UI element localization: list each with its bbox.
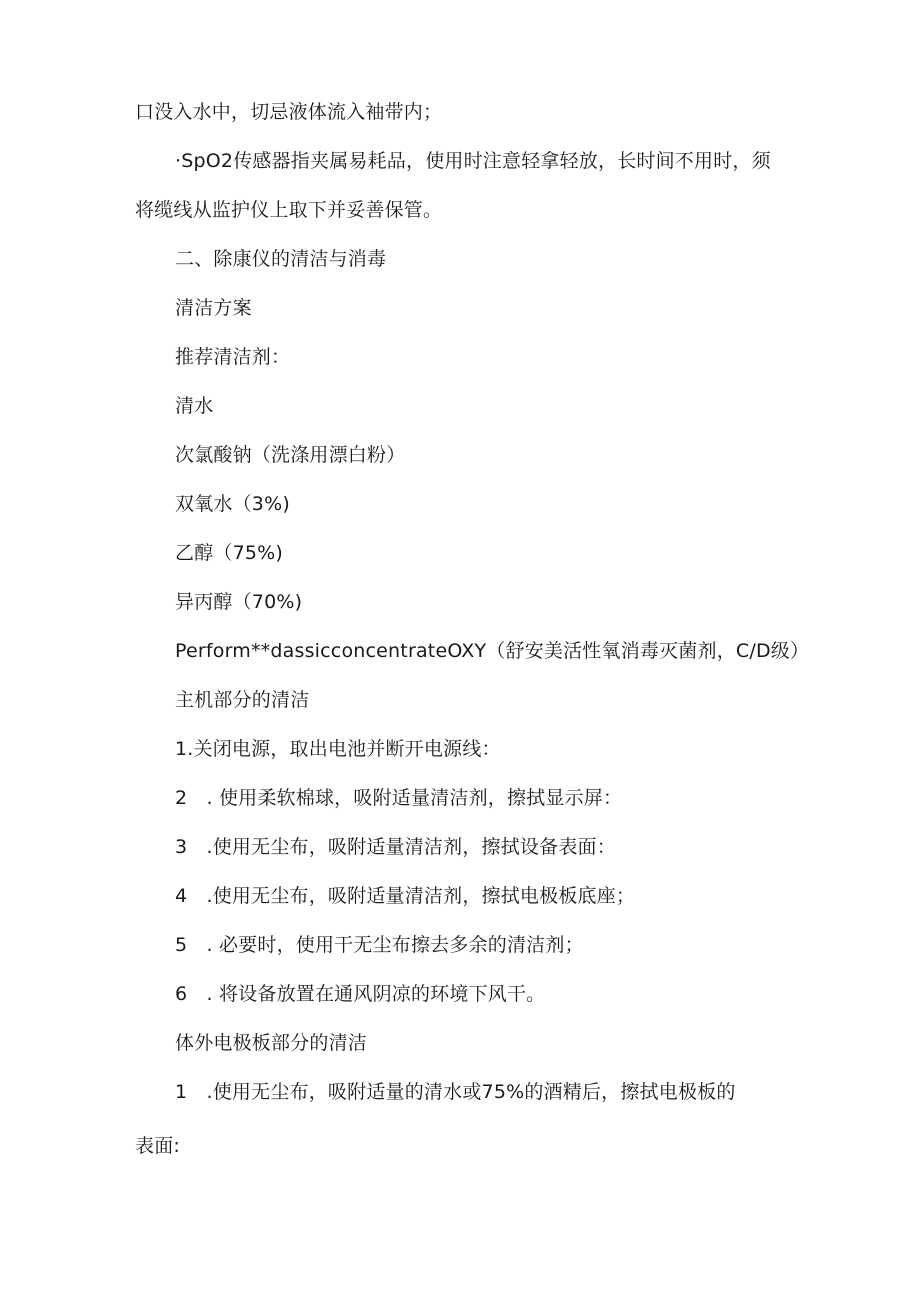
cleaner-item-3: 双氧水（3%) [175,493,290,515]
cleaner-item-6: Perform**dassicconcentrateOXY（舒安美活性氧消毒灭菌剂，C/D级） [175,640,810,662]
cleaner-item-1: 清水 [175,395,214,417]
cleaner-item-2: 次氯酸钠（洗涤用漂白粉） [175,444,406,466]
electrode-step-1-cont: 表面: [135,1135,181,1157]
cleaner-item-5: 异丙醇（70%) [175,591,303,613]
section-heading: 二、除康仪的清洁与消毒 [175,248,387,270]
step-4: 4 .使用无尘布，吸附适量清洁剂，擦拭电极板底座； [175,885,636,907]
text-line-2: ·SpO2传感器指夹属易耗品，使用时注意轻拿轻放，长时间不用时，须 [175,150,771,172]
subheading-cleaning-plan: 清洁方案 [175,297,252,319]
cleaner-item-4: 乙醇（75%) [175,542,284,564]
step-5: 5 . 必要时，使用干无尘布擦去多余的清洁剂； [175,934,584,956]
text-line-recommended: 推荐清洁剂： [175,346,291,368]
step-1: 1.关闭电源，取出电池并断开电源线： [175,738,501,760]
step-3: 3 .使用无尘布，吸附适量清洁剂，擦拭设备表面： [175,836,616,858]
subheading-host-cleaning: 主机部分的清洁 [175,689,310,711]
text-line-1: 口没入水中，切忌液体流入袖带内； [135,101,443,123]
step-2: 2 . 使用柔软棉球，吸附适量清洁剂，擦拭显示屏： [175,787,623,809]
subheading-electrode-cleaning: 体外电极板部分的清洁 [175,1032,368,1054]
step-6: 6 . 将设备放置在通风阴凉的环境下风干。 [175,983,546,1005]
text-line-3: 将缆线从监护仪上取下并妥善保管。 [135,199,443,221]
electrode-step-1: 1 .使用无尘布，吸附适量的清水或75%的酒精后，擦拭电极板的 [175,1081,736,1103]
